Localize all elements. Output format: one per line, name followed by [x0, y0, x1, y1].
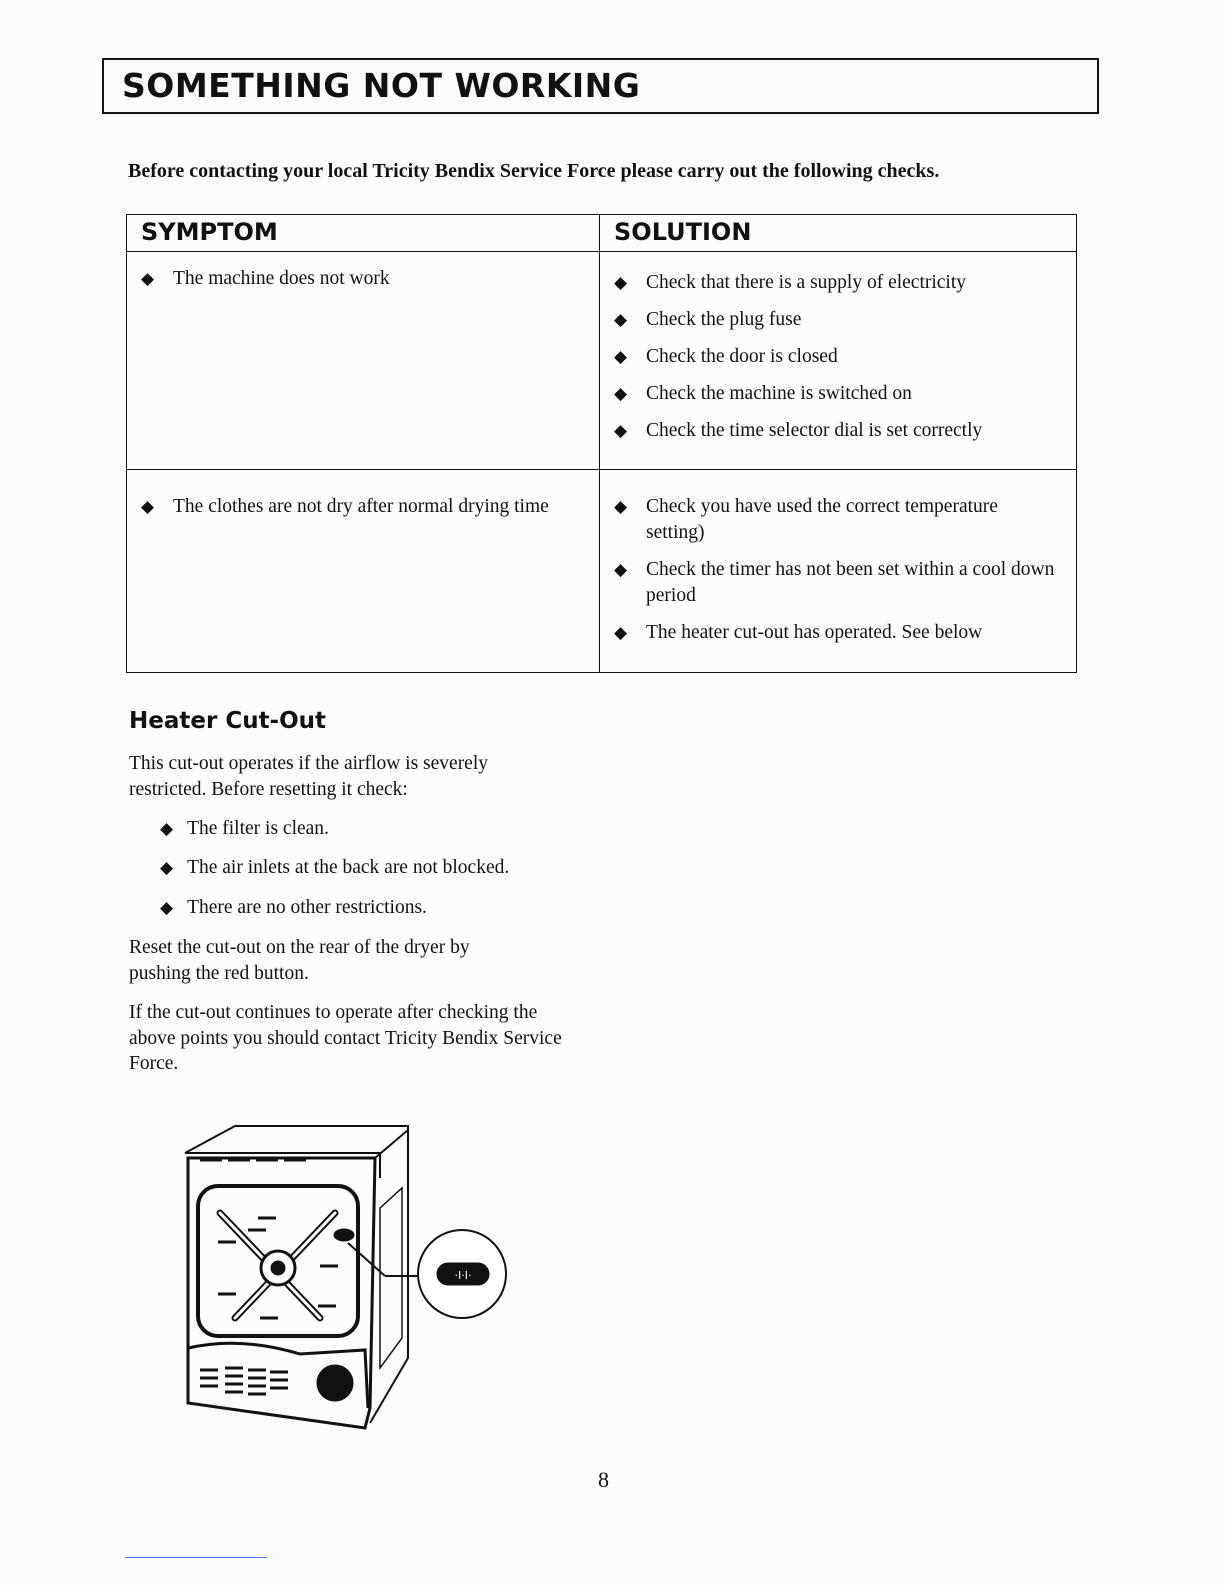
page-number: 8: [598, 1467, 609, 1492]
heater-bullet: [160, 818, 329, 840]
table-row: [127, 252, 1077, 470]
solution-cell: [600, 252, 1077, 470]
title-box: [102, 58, 1099, 114]
solution-cell: [600, 470, 1077, 673]
bullet-diamond-icon: ◆: [614, 497, 628, 516]
symptom-cell: [127, 252, 600, 470]
symptom-text: The clothes are not dry after normal drying time: [173, 496, 549, 517]
symptom-text: The machine does not work: [173, 268, 390, 289]
troubleshooting-table: [126, 214, 1077, 673]
dryer-rear-illustration: [180, 1118, 520, 1438]
solution-text: Check the door is closed: [646, 346, 838, 367]
heater-bullet: [160, 857, 509, 879]
bullet-diamond-icon: ◆: [614, 347, 628, 366]
heater-para-2: Reset the cut-out on the rear of the dryer by pushing the red button.: [129, 937, 470, 984]
bullet-diamond-icon: ◆: [614, 421, 628, 440]
bullet-diamond-icon: ◆: [614, 384, 628, 403]
solution-text: Check the time selector dial is set correctly: [646, 420, 983, 441]
solution-text: Check the machine is switched on: [646, 383, 912, 404]
bullet-diamond-icon: ◆: [160, 898, 174, 917]
bullet-diamond-icon: ◆: [614, 560, 628, 579]
heater-para-1: This cut-out operates if the airflow is severely restricted. Before resetting it check:: [129, 753, 489, 800]
bullet-text: The air inlets at the back are not blocked.: [187, 857, 510, 878]
bullet-diamond-icon: ◆: [141, 497, 155, 516]
table-header-row: [127, 215, 1077, 252]
solution-text: Check you have used the correct temperature setting): [646, 496, 998, 543]
table-row: [127, 470, 1077, 673]
bullet-diamond-icon: ◆: [614, 623, 628, 642]
header-solution: SOLUTION: [600, 215, 1077, 252]
symptom-cell: [127, 470, 600, 673]
bullet-diamond-icon: ◆: [141, 269, 155, 288]
page-title: SOMETHING NOT WORKING: [122, 66, 641, 105]
bullet-text: The filter is clean.: [187, 818, 329, 839]
solution-text: Check the timer has not been set within a cool down period: [646, 559, 1055, 606]
solution-text: Check that there is a supply of electricity: [646, 272, 967, 293]
heater-cutout-heading: Heater Cut-Out: [129, 708, 327, 734]
bullet-diamond-icon: ◆: [614, 273, 628, 292]
intro-text: Before contacting your local Tricity Bendix Service Force please carry out the following checks.: [128, 160, 940, 182]
bullet-diamond-icon: ◆: [614, 310, 628, 329]
heater-bullet: [160, 897, 427, 919]
solution-text: Check the plug fuse: [646, 309, 802, 330]
bullet-text: There are no other restrictions.: [187, 897, 427, 918]
blue-underline: [125, 1557, 267, 1558]
svg-text:·I·I·: ·I·I·: [454, 1269, 472, 1282]
bullet-diamond-icon: ◆: [160, 858, 174, 877]
solution-text: The heater cut-out has operated. See below: [646, 622, 983, 643]
heater-para-3: If the cut-out continues to operate after checking the above points you should contact Tricity Bendix Service Force.: [129, 1002, 562, 1074]
bullet-diamond-icon: ◆: [160, 819, 174, 838]
header-symptom: SYMPTOM: [127, 215, 600, 252]
